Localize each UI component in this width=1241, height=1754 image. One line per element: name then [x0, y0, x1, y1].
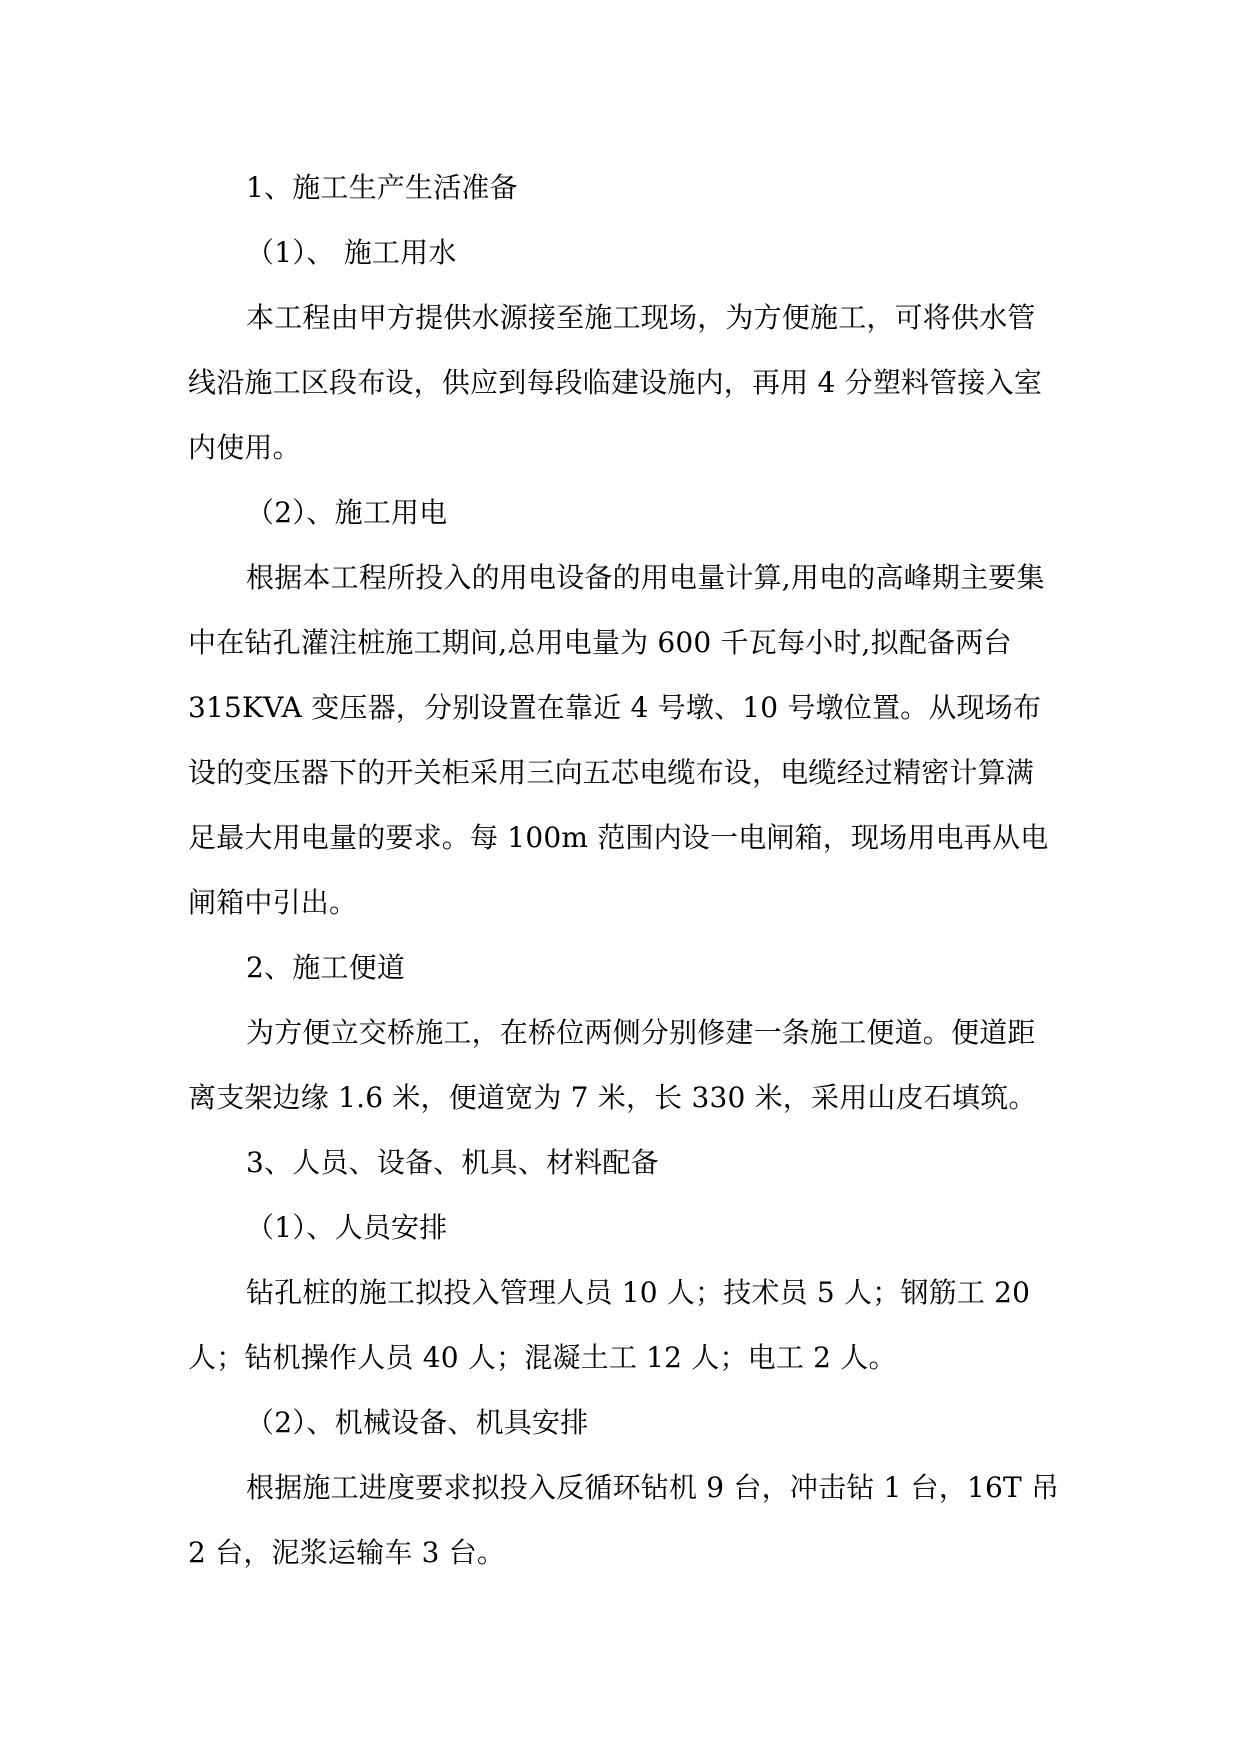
- paragraph-staff: 钻孔桩的施工拟投入管理人员 10 人；技术员 5 人；钢筋工 20 人；钻机操作人员 40 人；混凝土工 12 人；电工 2 人。: [188, 1276, 1031, 1374]
- paragraph-water: 本工程由甲方提供水源接至施工现场，为方便施工，可将供水管线沿施工区段布设，供应到每段临建设施内，再用 4 分塑料管接入室内使用。: [188, 301, 1043, 464]
- paragraph-power: 根据本工程所投入的用电设备的用电量计算,用电的高峰期主要集中在钻孔灌注桩施工期间,总用电量为 600 千瓦每小时,拟配备两台 315KVA 变压器，分别设置在靠近 4 号墩、10 号墩位置。从现场布设的变压器下的开关柜采用三向五芯电缆布设，电缆经过精密计算满足最大用电量的要求。每 100m 范围内设一电闸箱，现场用电再从电闸箱中引出。: [188, 561, 1049, 919]
- heading-2: 2、施工便道: [246, 951, 406, 984]
- subheading-3-1: （1）、人员安排: [246, 1211, 448, 1244]
- paragraph-road: 为方便立交桥施工，在桥位两侧分别修建一条施工便道。便道距离支架边缘 1.6 米，便道宽为 7 米，长 330 米，采用山皮石填筑。: [188, 1016, 1037, 1114]
- paragraph-equipment: 根据施工进度要求拟投入反循环钻机 9 台，冲击钻 1 台，16T 吊 2 台，泥浆运输车 3 台。: [188, 1471, 1060, 1569]
- document-body: [188, 155, 1062, 1585]
- subheading-3-2: （2）、机械设备、机具安排: [246, 1406, 589, 1439]
- heading-1: 1、施工生产生活准备: [246, 171, 518, 204]
- heading-3: 3、人员、设备、机具、材料配备: [246, 1146, 659, 1179]
- subheading-1-2: （2）、施工用电: [246, 496, 448, 529]
- subheading-1-1: （1）、 施工用水: [246, 236, 457, 269]
